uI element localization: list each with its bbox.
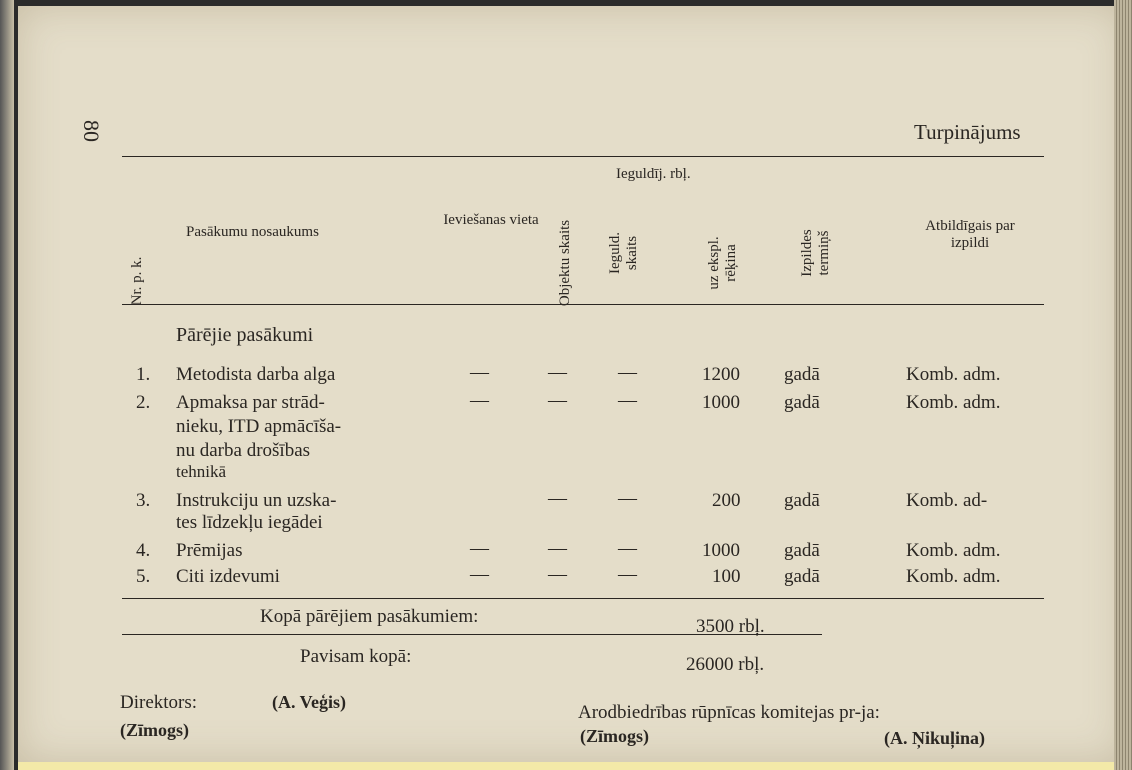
row-name: Citi izdevumi xyxy=(176,566,280,587)
stamp-left: (Zīmogs) xyxy=(120,720,189,740)
row-objects: — xyxy=(548,390,567,411)
row-name: tes līdzekļu iegādei xyxy=(176,512,323,533)
row-name: Instrukciju un uzska- xyxy=(176,490,337,511)
row-responsible: Komb. adm. xyxy=(906,364,1001,385)
col-name: Pasākumu nosaukums xyxy=(186,224,319,240)
total-label: Pavisam kopā: xyxy=(300,646,412,667)
row-invest: — xyxy=(618,564,637,585)
col-place: Ieviešanas vieta xyxy=(443,212,539,228)
row-responsible: Komb. ad- xyxy=(906,490,988,511)
row-place: — xyxy=(470,362,489,383)
director-name: (A. Veģis) xyxy=(272,692,347,712)
row-nr: 4. xyxy=(136,540,151,561)
row-term: gadā xyxy=(784,392,820,413)
row-objects: — xyxy=(548,538,567,559)
row-invest: — xyxy=(618,362,637,383)
col-exploit: uz ekspl. rēķina xyxy=(706,236,739,290)
row-exploit: 100 xyxy=(712,566,741,587)
row-place: — xyxy=(470,538,489,559)
row-place: — xyxy=(470,390,489,411)
row-term: gadā xyxy=(784,566,820,587)
row-objects: — xyxy=(548,564,567,585)
bottom-paper-strip xyxy=(18,762,1114,770)
row-name: Apmaksa par strād- xyxy=(176,392,325,413)
row-objects: — xyxy=(618,488,637,509)
row-responsible: Komb. adm. xyxy=(906,566,1001,587)
chair-name: (A. Ņikuļina) xyxy=(884,728,986,748)
header-bottom-rule xyxy=(122,304,1044,305)
col-nr: Nr. p. k. xyxy=(129,256,145,306)
row-term: gadā xyxy=(784,540,820,561)
row-exploit: 200 xyxy=(712,490,741,511)
row-place: — xyxy=(548,488,567,509)
stamp-right: (Zīmogs) xyxy=(580,726,649,746)
col-invest-count: Ieguld. skaits xyxy=(607,231,640,275)
row-name: nu darba drošības xyxy=(176,440,311,461)
col-responsible: Atbildīgais par izpildi xyxy=(925,218,1015,251)
col-term: Izpildes termiņš xyxy=(799,229,832,277)
subtotal-value: 3500 rbļ. xyxy=(696,616,765,637)
row-name: tehnikā xyxy=(176,462,227,481)
subtotal-label: Kopā pārējiem pasākumiem: xyxy=(260,606,479,627)
total-value: 26000 rbļ. xyxy=(686,654,765,675)
row-term: gadā xyxy=(784,364,820,385)
row-invest: — xyxy=(618,538,637,559)
row-objects: — xyxy=(548,362,567,383)
director-label: Direktors: xyxy=(120,692,198,713)
col-objects: Objektu skaits xyxy=(557,219,573,307)
row-nr: 1. xyxy=(136,364,151,385)
row-exploit: 1200 xyxy=(702,364,740,385)
continued-label: Turpinājums xyxy=(914,120,1021,144)
row-nr: 2. xyxy=(136,392,151,413)
section-title: Pārējie pasākumi xyxy=(176,324,314,346)
col-invest-group: Ieguldīj. rbļ. xyxy=(616,166,691,182)
row-invest: — xyxy=(618,390,637,411)
book-spine xyxy=(0,0,14,770)
row-name: nieku, ITD apmācīša- xyxy=(176,416,342,437)
row-nr: 5. xyxy=(136,566,151,587)
committee-label: Arodbiedrības rūpnīcas komitejas pr-ja: xyxy=(578,702,880,723)
row-exploit: 1000 xyxy=(702,540,740,561)
row-name: Metodista darba alga xyxy=(176,364,336,385)
table-bottom-rule xyxy=(122,598,1044,599)
page-number: 80 xyxy=(79,120,104,142)
document-page xyxy=(18,6,1124,762)
row-place: — xyxy=(470,564,489,585)
row-exploit: 1000 xyxy=(702,392,740,413)
row-responsible: Komb. adm. xyxy=(906,392,1001,413)
row-term: gadā xyxy=(784,490,820,511)
row-responsible: Komb. adm. xyxy=(906,540,1001,561)
subtotal-rule xyxy=(122,634,822,635)
page-edges xyxy=(1114,0,1132,770)
row-nr: 3. xyxy=(136,490,151,511)
header-top-rule xyxy=(122,156,1044,157)
row-name: Prēmijas xyxy=(176,540,243,561)
